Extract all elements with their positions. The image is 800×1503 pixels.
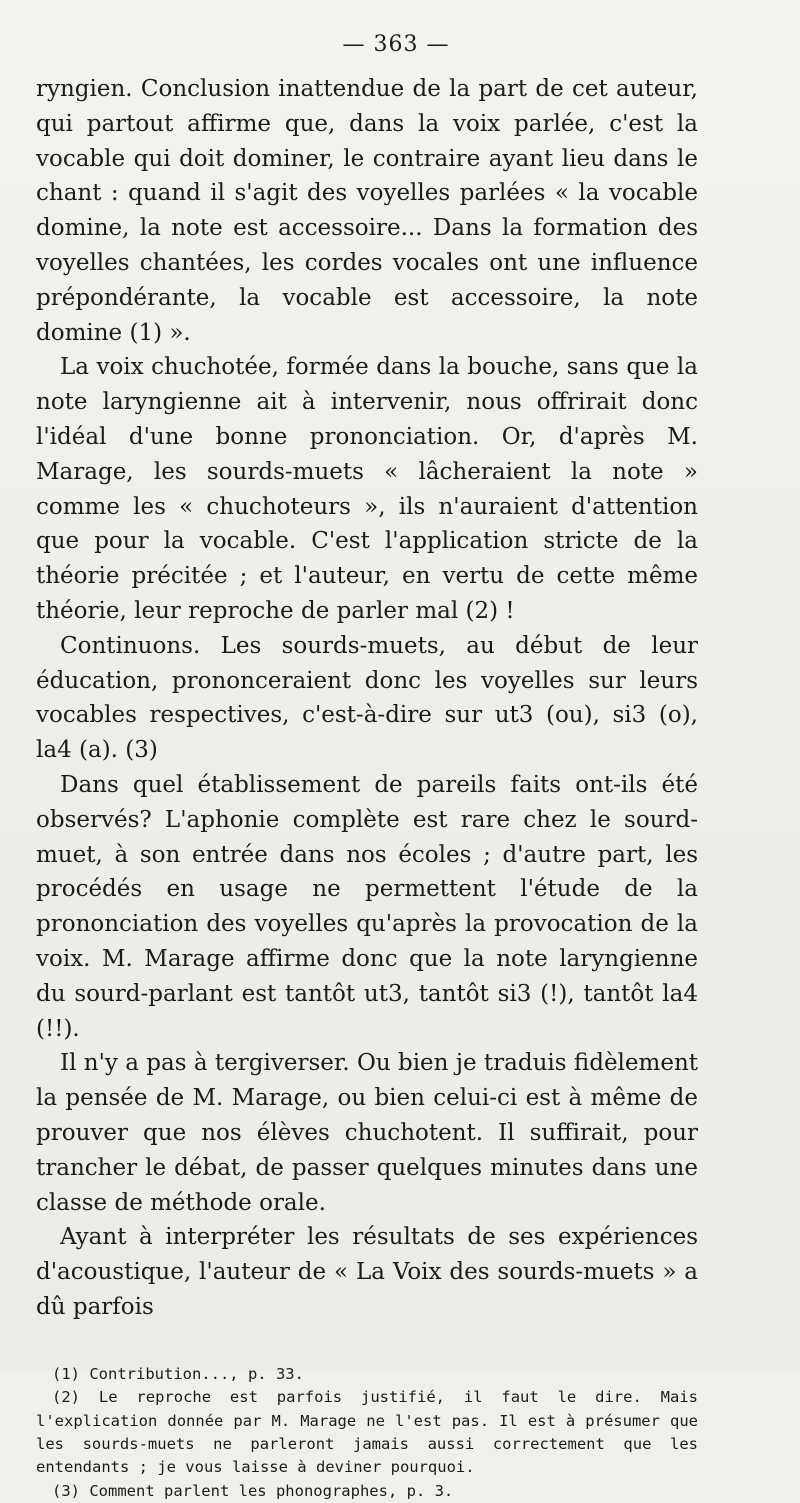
paragraph-5: Il n'y a pas à tergiverser. Ou bien je traduis fidèlement la pensée de M. Marage, ou bien celui-ci est à même de prouver que nos élèves chuchotent. Il suffirait, pour trancher le débat, de passer quelques minutes dans une classe de méthode orale. <box>36 1050 698 1216</box>
paragraph-2: La voix chuchotée, formée dans la bouche, sans que la note laryngienne ait à intervenir, nous offrirait donc l'idéal d'une bonne prononciation. Or, d'après M. Marage, les sourds-muets « lâcheraient la note » comme les « chuchoteurs », ils n'auraient d'attention que pour la vocable. C'est l'application stricte de la théorie précitée ; et l'auteur, en vertu de cette même théorie, leur reproche de parler mal (2) ! <box>36 354 698 624</box>
paragraph-4: Dans quel établissement de pareils faits ont-ils été observés? L'aphonie complète est rare chez le sourd-muet, à son entrée dans nos écoles ; d'autre part, les procédés en usage ne permettent l'étude de la prononciation des voyelles qu'après la provocation de la voix. M. Marage affirme donc que la note laryngienne du sourd-parlant est tantôt ut3, tantôt si3 (!), tantôt la4 (!!). <box>36 771 698 1042</box>
paragraph-1: ryngien. Conclusion inattendue de la part de cet auteur, qui partout affirme que, dans la voix parlée, c'est la vocable qui doit dominer, le contraire ayant lieu dans le chant : quand il s'agit des voyelles parlées « la vocable domine, la note est accessoire... Dans la formation des voyelles chantées, les cordes vocales ont une influence prépondérante, la vocable est accessoire, la note domine (1) ». <box>36 76 698 346</box>
paragraph-3: Continuons. Les sourds-muets, au début de leur éducation, prononceraient donc les voyelles sur leurs vocables respectives, c'est-à-dire sur ut3 (ou), si3 (o), la4 (a). (3) <box>36 632 698 764</box>
body-text <box>36 72 698 1325</box>
page-number: — 363 — <box>342 32 450 57</box>
footnotes <box>36 1363 698 1503</box>
paragraph-6: Ayant à interpréter les résultats de ses expériences d'acoustique, l'auteur de « La Voix des sourds-muets » a dû parfois <box>36 1224 698 1320</box>
footnote-3: (3) Comment parlent les phonographes, p. 3. <box>52 1481 454 1500</box>
footnote-1: (1) Contribution..., p. 33. <box>52 1364 304 1383</box>
footnote-2: (2) Le reproche est parfois justifié, il faut le dire. Mais l'explication donnée par M. Marage ne l'est pas. Il est à présumer que les sourds-muets ne parleront jamais aussi correctement que les entendants ; je vous laisse à deviner pourquoi. <box>36 1388 698 1477</box>
